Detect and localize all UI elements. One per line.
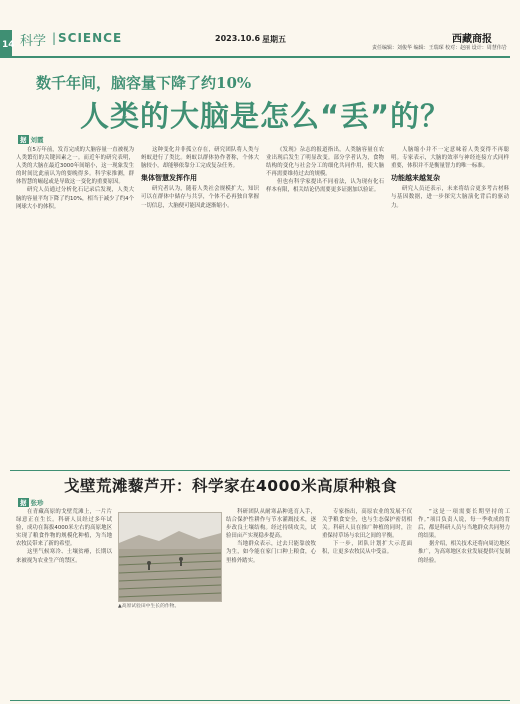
paragraph: 研究者认为，随着人类社会规模扩大，知识可以在群体中储存与共享，个体不必再独自掌握一切信息，大脑便可能因此逐渐缩小。 bbox=[141, 186, 259, 209]
section-name-en: SCIENCE bbox=[58, 31, 123, 45]
section-name-zh: 科学 bbox=[20, 34, 47, 49]
paragraph: “这是一项需要长期坚持的工作。”项目负责人说，每一季收成的背后，都是科研人员与当地群众共同努力的结果。 bbox=[418, 509, 510, 540]
footer-rule bbox=[10, 700, 510, 701]
story2-headline: 戈壁荒滩藜芦开：科学家在4000米高原种粮食 bbox=[64, 477, 398, 495]
paragraph: 研究人员通过分析化石记录后发现，人类大脑的容量平均下降了约10%，相当于减少了约4个网球大小的体积。 bbox=[16, 187, 134, 210]
story2-column-3 bbox=[322, 508, 412, 698]
story1-column-4 bbox=[391, 146, 509, 466]
issue-date: 2023.10.6 bbox=[215, 34, 261, 43]
paragraph: 专家指出，高原农业的发展不仅关乎粮食安全，也与生态保护密切相关。科研人员在推广种植的同时，注重保持草场与农田之间的平衡。 bbox=[322, 509, 412, 540]
story-divider bbox=[10, 470, 510, 471]
paragraph: 据介绍，相关技术还将向周边地区推广，为高寒地区农业发展提供可复制的经验。 bbox=[418, 541, 510, 564]
paragraph: 科研团队从耐寒品种选育入手，结合保护性耕作与节水灌溉技术，逐步改良土壤结构。经过持续攻关，试验田亩产实现稳步提高。 bbox=[226, 509, 316, 540]
story2-column-4 bbox=[418, 508, 510, 698]
header-rule bbox=[10, 56, 510, 58]
story2-byline bbox=[18, 498, 44, 507]
story1-headline: 人类的大脑是怎么“丢”的？ bbox=[80, 99, 451, 133]
field-photo bbox=[118, 512, 222, 602]
subheading: 功能越来越复杂 bbox=[391, 174, 440, 183]
subheading: 集体智慧发挥作用 bbox=[141, 174, 197, 183]
page-number: 14 bbox=[2, 40, 15, 50]
story2-column-2 bbox=[226, 508, 316, 698]
editor-credits: 责任编辑：刘俊华 编辑：王瑞琛 校对：赵丽 设计：周慧伟岩 bbox=[372, 45, 507, 51]
paragraph: 当地群众表示，过去只能靠放牧为生，如今能在家门口种上粮食，心里格外踏实。 bbox=[226, 541, 316, 564]
byline-tag: 据 bbox=[20, 499, 27, 507]
field-photo-image bbox=[119, 513, 221, 601]
paragraph: 在青藏高原的戈壁荒滩上，一片片绿意正在生长。科研人员经过多年试验，成功在海拔4000米左右的高原地区实现了粮食作物的规模化种植，为当地农牧民带来了新的希望。 bbox=[16, 509, 112, 548]
story1-column-2 bbox=[141, 146, 259, 466]
newspaper-name: 西藏商报 bbox=[452, 34, 492, 45]
story1-byline bbox=[18, 135, 44, 144]
byline-name: 刘霞 bbox=[30, 136, 44, 144]
paragraph: 这里气候寒冷、土壤贫瘠，长期以来被视为农业生产的禁区。 bbox=[16, 549, 112, 564]
story2-body bbox=[16, 508, 510, 698]
paragraph: 下一步，团队计划扩大示范面积，让更多农牧民从中受益。 bbox=[322, 541, 412, 556]
paragraph: 人脑缩小并不一定意味着人类变得不再聪明。专家表示，大脑的效率与神经连接方式同样重要，体积并不是衡量智力的唯一标准。 bbox=[391, 147, 509, 170]
paragraph: 研究人员还表示，未来将结合更多考古材料与基因数据，进一步探究大脑演化背后的驱动力。 bbox=[391, 186, 509, 209]
story2-column-1 bbox=[16, 508, 112, 698]
section-separator: | bbox=[52, 31, 57, 45]
byline-tag: 据 bbox=[20, 136, 27, 144]
story1-column-1 bbox=[16, 146, 134, 466]
photo-caption: ▲高原试验田中生长的作物。 bbox=[118, 604, 180, 609]
story1-kicker: 数千年间，脑容量下降了约10% bbox=[36, 74, 252, 92]
byline-name: 张珍 bbox=[30, 499, 44, 507]
page-header bbox=[0, 0, 520, 64]
paragraph: 在5万年前，发育完成的大脑容量一直被视为人类繁衍的关键因素之一。而近年的研究表明，人类的大脑在最近3000年间缩小，这一现象发生的时间比此前认为的要晚得多。科学家推测，群体智慧的崛起或是导致这一变化的重要原因。 bbox=[16, 147, 134, 186]
story1-column-3 bbox=[266, 146, 384, 466]
issue-weekday: 星期五 bbox=[262, 35, 286, 44]
paragraph: 这种变化并非孤立存在，研究团队将人类与蚂蚁进行了类比。蚂蚁以群体协作著称，个体大脑较小，却能够依靠分工完成复杂任务。 bbox=[141, 147, 259, 170]
paragraph: 《发现》杂志的报道指出，人类脑容量在农业出现后发生了明显改变。部分学者认为，食物结构的变化与社会分工的细化共同作用，使大脑不再需要维持过去的规模。 bbox=[266, 147, 384, 178]
paragraph: 但也有科学家提出不同看法，认为现有化石样本有限，相关结论仍需要更多证据加以验证。 bbox=[266, 179, 384, 194]
story1-body bbox=[16, 146, 510, 466]
